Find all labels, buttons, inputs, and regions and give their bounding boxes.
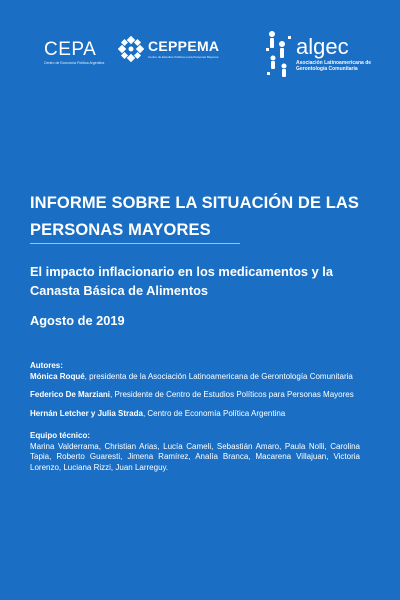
algec-logo-name: algec — [296, 34, 349, 59]
author-role: , Centro de Economía Política Argentina — [142, 408, 286, 418]
author-entry — [30, 372, 360, 383]
logo-bar — [0, 28, 400, 98]
algec-logo-sub: Asociación Latinoamericana de Gerontología Comunitaria — [296, 60, 372, 72]
cepa-logo-name: CEPA — [44, 39, 97, 60]
credits-section — [30, 361, 360, 473]
title-divider — [30, 243, 240, 244]
cepa-logo — [44, 40, 104, 65]
ceppema-logo-name: CEPPEMA — [148, 38, 220, 54]
authors-label: Autores: — [30, 361, 63, 370]
report-title: INFORME SOBRE LA SITUACIÓN DE LAS PERSONAS MAYORES — [30, 194, 360, 239]
author-role: , Presidente de Centro de Estudios Políticos para Personas Mayores — [110, 390, 354, 399]
author-name: Federico De Marziani — [30, 390, 111, 399]
team-label: Equipo técnico: — [30, 431, 90, 440]
ceppema-logo-sub: Centro de Estudios Políticos para Personas Mayores — [148, 55, 219, 59]
author-name: Hernán Letcher y Julia Strada — [30, 408, 143, 418]
author-name: Mónica Roqué — [30, 371, 85, 381]
team-members: Marina Valderrama, Christian Arias, Lucía Cameli, Sebastián Amaro, Paula Nolli, Carolina Tapia, Roberto Guaresti, Jimena Ramírez, Analía Branca, Macarena Villajuan, Victoria Lorenzo, Luciana Rizzi, Juan Larreguy. — [30, 441, 360, 472]
algec-figures-icon — [264, 28, 294, 80]
author-entry — [30, 409, 360, 420]
ceppema-emblem-icon — [118, 36, 144, 62]
report-subtitle: El impacto inflacionario en los medicamentos y la Canasta Básica de Alimentos — [30, 264, 333, 298]
algec-logo — [264, 28, 391, 80]
report-date: Agosto de 2019 — [30, 313, 125, 328]
author-role: , presidenta de la Asociación Latinoamericana de Gerontología Comunitaria — [84, 371, 353, 381]
ceppema-logo — [118, 36, 219, 62]
cepa-logo-sub: Centro de Economía Política Argentina — [44, 61, 105, 65]
author-entry — [30, 390, 360, 401]
